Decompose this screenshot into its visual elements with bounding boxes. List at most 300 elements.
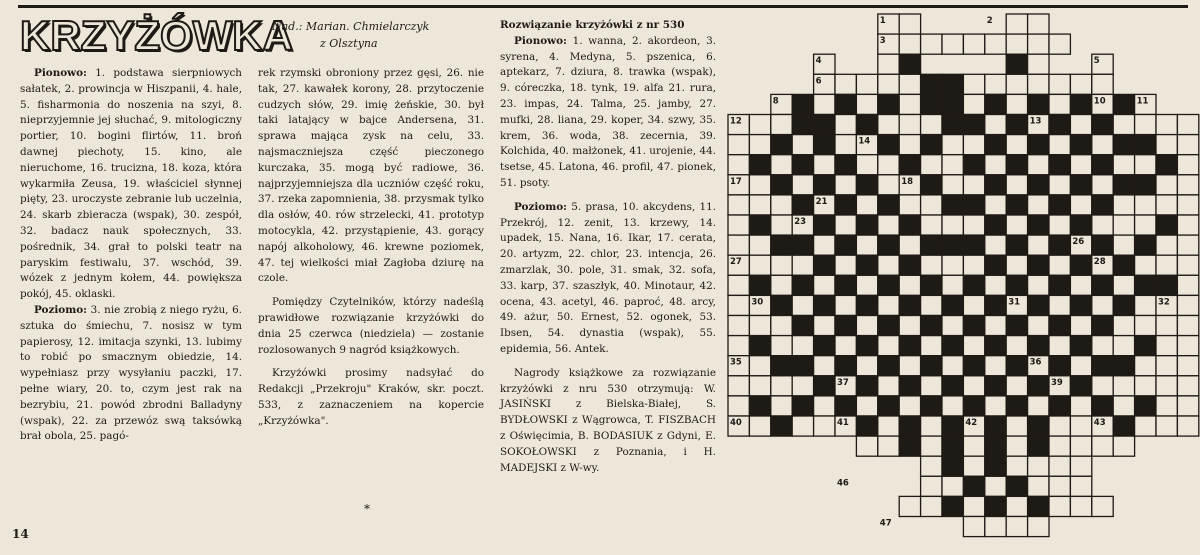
- grid-cell[interactable]: [1028, 155, 1049, 175]
- grid-cell[interactable]: [835, 135, 856, 155]
- grid-cell[interactable]: [1113, 215, 1134, 235]
- grid-cell[interactable]: [1006, 14, 1027, 34]
- grid-cell[interactable]: [1135, 316, 1156, 336]
- grid-cell[interactable]: [899, 14, 920, 34]
- grid-cell[interactable]: [792, 135, 813, 155]
- grid-cell[interactable]: [835, 115, 856, 135]
- grid-cell[interactable]: [899, 94, 920, 114]
- grid-cell[interactable]: [856, 74, 877, 94]
- grid-cell[interactable]: [1113, 376, 1134, 396]
- grid-cell[interactable]: [1135, 115, 1156, 135]
- grid-cell[interactable]: [899, 135, 920, 155]
- grid-cell[interactable]: [963, 255, 984, 275]
- grid-cell[interactable]: [878, 376, 899, 396]
- grid-cell[interactable]: [1156, 135, 1177, 155]
- clue-number: 44: [901, 438, 914, 449]
- grid-cell[interactable]: [1006, 456, 1027, 476]
- clue-number: 25: [794, 237, 807, 248]
- grid-cell[interactable]: [728, 396, 749, 416]
- grid-cell[interactable]: [942, 175, 963, 195]
- grid-cell[interactable]: [771, 336, 792, 356]
- grid-cell[interactable]: [1156, 316, 1177, 336]
- grid-cell[interactable]: [856, 235, 877, 255]
- grid-cell[interactable]: [1135, 416, 1156, 436]
- grid-cell[interactable]: [1070, 496, 1091, 516]
- grid-cell[interactable]: [985, 356, 1006, 376]
- grid-cell[interactable]: [1006, 255, 1027, 275]
- clue-number: 30: [751, 297, 764, 308]
- grid-cell[interactable]: [985, 34, 1006, 54]
- grid-cell[interactable]: [1156, 396, 1177, 416]
- grid-cell[interactable]: [728, 215, 749, 235]
- grid-cell[interactable]: [963, 496, 984, 516]
- grid-cell[interactable]: [814, 416, 835, 436]
- grid-cell[interactable]: [771, 155, 792, 175]
- grid-cell[interactable]: [1177, 295, 1198, 315]
- grid-cell[interactable]: [985, 476, 1006, 496]
- grid-cell[interactable]: [1006, 135, 1027, 155]
- grid-cell[interactable]: [1092, 74, 1113, 94]
- grid-cell[interactable]: [1028, 396, 1049, 416]
- grid-cell[interactable]: [814, 94, 835, 114]
- grid-cell[interactable]: [1177, 235, 1198, 255]
- grid-cell[interactable]: [921, 195, 942, 215]
- grid-block: [1049, 115, 1070, 135]
- grid-cell[interactable]: [985, 115, 1006, 135]
- grid-cell[interactable]: [1028, 14, 1049, 34]
- grid-cell[interactable]: [1028, 476, 1049, 496]
- grid-cell[interactable]: [728, 235, 749, 255]
- grid-block: [1113, 295, 1134, 315]
- grid-cell[interactable]: [1156, 255, 1177, 275]
- grid-block: [835, 316, 856, 336]
- grid-cell[interactable]: [963, 175, 984, 195]
- grid-cell[interactable]: [1049, 215, 1070, 235]
- grid-cell[interactable]: [1028, 74, 1049, 94]
- grid-cell[interactable]: [1135, 295, 1156, 315]
- grid-cell[interactable]: [1028, 275, 1049, 295]
- grid-cell[interactable]: [814, 316, 835, 336]
- grid-cell[interactable]: [1177, 135, 1198, 155]
- clue-number: 41: [837, 418, 849, 428]
- grid-cell[interactable]: [1177, 316, 1198, 336]
- grid-cell[interactable]: [1049, 295, 1070, 315]
- grid-cell[interactable]: [1177, 416, 1198, 436]
- across-label: Poziomo:: [34, 303, 88, 316]
- grid-cell[interactable]: [963, 135, 984, 155]
- grid-cell[interactable]: [1113, 195, 1134, 215]
- clue-number: 39: [1051, 377, 1063, 388]
- grid-cell[interactable]: [963, 94, 984, 114]
- grid-cell[interactable]: [963, 436, 984, 456]
- grid-cell[interactable]: [1028, 517, 1049, 537]
- grid-cell[interactable]: [1028, 34, 1049, 54]
- grid-cell[interactable]: [1070, 74, 1091, 94]
- grid-cell[interactable]: [1049, 34, 1070, 54]
- grid-cell[interactable]: [1006, 74, 1027, 94]
- grid-cell[interactable]: [856, 195, 877, 215]
- grid-cell[interactable]: [1049, 74, 1070, 94]
- grid-cell[interactable]: [792, 416, 813, 436]
- grid-cell[interactable]: [942, 476, 963, 496]
- grid-cell[interactable]: [1006, 215, 1027, 235]
- grid-cell[interactable]: [1006, 94, 1027, 114]
- grid-cell[interactable]: [985, 155, 1006, 175]
- clue-number: 43: [1093, 418, 1106, 428]
- grid-cell[interactable]: [1070, 396, 1091, 416]
- grid-cell[interactable]: [856, 275, 877, 295]
- grid-cell[interactable]: [728, 376, 749, 396]
- grid-cell[interactable]: [1070, 195, 1091, 215]
- grid-cell[interactable]: [1070, 416, 1091, 436]
- grid-cell[interactable]: [1113, 316, 1134, 336]
- grid-block: [814, 376, 835, 396]
- grid-cell[interactable]: [1156, 356, 1177, 376]
- grid-cell[interactable]: [1070, 115, 1091, 135]
- grid-cell[interactable]: [1135, 155, 1156, 175]
- grid-cell[interactable]: [921, 456, 942, 476]
- grid-cell[interactable]: [985, 316, 1006, 336]
- grid-cell[interactable]: [1177, 175, 1198, 195]
- grid-block: [771, 356, 792, 376]
- grid-block: [1028, 175, 1049, 195]
- grid-cell[interactable]: [1049, 496, 1070, 516]
- grid-cell[interactable]: [899, 316, 920, 336]
- grid-cell[interactable]: [749, 235, 770, 255]
- grid-cell[interactable]: [878, 115, 899, 135]
- grid-cell[interactable]: [1049, 135, 1070, 155]
- grid-cell[interactable]: [1113, 155, 1134, 175]
- grid-cell[interactable]: [921, 436, 942, 456]
- grid-block: [985, 295, 1006, 315]
- grid-cell[interactable]: [1049, 336, 1070, 356]
- grid-cell[interactable]: [1135, 195, 1156, 215]
- grid-cell[interactable]: [942, 316, 963, 336]
- grid-cell[interactable]: [771, 255, 792, 275]
- grid-cell[interactable]: [1049, 476, 1070, 496]
- grid-cell[interactable]: [792, 376, 813, 396]
- grid-cell[interactable]: [1070, 436, 1091, 456]
- grid-cell[interactable]: [921, 34, 942, 54]
- solution-down-label: Pionowo:: [514, 34, 567, 47]
- grid-cell[interactable]: [728, 135, 749, 155]
- grid-cell[interactable]: [942, 135, 963, 155]
- grid-cell[interactable]: [942, 255, 963, 275]
- grid-cell[interactable]: [1028, 235, 1049, 255]
- grid-cell[interactable]: [1156, 115, 1177, 135]
- grid-cell[interactable]: [878, 155, 899, 175]
- grid-cell[interactable]: [1156, 376, 1177, 396]
- grid-cell[interactable]: [749, 195, 770, 215]
- grid-cell[interactable]: [771, 115, 792, 135]
- grid-cell[interactable]: [835, 215, 856, 235]
- grid-cell[interactable]: [1070, 275, 1091, 295]
- grid-cell[interactable]: [921, 416, 942, 436]
- grid-cell[interactable]: [749, 255, 770, 275]
- grid-block: [985, 416, 1006, 436]
- clue-number: 27: [730, 257, 742, 268]
- grid-cell[interactable]: [771, 316, 792, 336]
- grid-cell[interactable]: [1006, 376, 1027, 396]
- grid-cell[interactable]: [921, 376, 942, 396]
- grid-cell[interactable]: [963, 295, 984, 315]
- grid-cell[interactable]: [856, 316, 877, 336]
- grid-cell[interactable]: [942, 34, 963, 54]
- grid-cell[interactable]: [899, 356, 920, 376]
- grid-cell[interactable]: [814, 155, 835, 175]
- grid-cell[interactable]: [921, 215, 942, 235]
- grid-cell[interactable]: [835, 295, 856, 315]
- grid-cell[interactable]: [856, 94, 877, 114]
- grid-block: [771, 295, 792, 315]
- grid-cell[interactable]: [899, 496, 920, 516]
- grid-cell[interactable]: [1049, 255, 1070, 275]
- grid-cell[interactable]: [899, 115, 920, 135]
- grid-cell[interactable]: [1135, 356, 1156, 376]
- grid-cell[interactable]: [856, 396, 877, 416]
- grid-cell[interactable]: [1006, 175, 1027, 195]
- grid-cell[interactable]: [921, 115, 942, 135]
- grid-cell[interactable]: [835, 74, 856, 94]
- grid-block: [856, 115, 877, 135]
- grid-cell[interactable]: [1006, 436, 1027, 456]
- grid-cell[interactable]: [878, 175, 899, 195]
- across-clues-part2: rek rzymski obroniony przez gęsi, 26. nie tak, 27. kawałek korony, 28. przytoczenie cudzych słów, 29. imię żeńskie, 30. był taki latający w bajce Andersena, 31. sprawa mająca zysk na celu, 33. najsmaczniejsza część pieczonego kurczaka, 35. mogą być radiowe, 36. najprzyjemniejsza dla uczniów część roku, 37. rzeka zapomnienia, 38. przysmak tylko dla osłów, 40. rów strzelecki, 41. prototyp motocykla, 42. przystąpienie, 43. gorący napój alkoholowy, 46. krewne poziomek, 47. tej wielkości miał Zagłoba dziurę na czole.: [258, 67, 484, 285]
- grid-block: [835, 235, 856, 255]
- grid-cell[interactable]: [878, 416, 899, 436]
- grid-cell[interactable]: [1006, 496, 1027, 516]
- grid-cell[interactable]: [728, 275, 749, 295]
- grid-cell[interactable]: [728, 295, 749, 315]
- grid-cell[interactable]: [963, 376, 984, 396]
- grid-block: [749, 396, 770, 416]
- grid-cell[interactable]: [856, 155, 877, 175]
- clue-number: 24: [1072, 217, 1085, 227]
- grid-cell[interactable]: [963, 456, 984, 476]
- grid-cell[interactable]: [963, 74, 984, 94]
- grid-cell[interactable]: [1156, 336, 1177, 356]
- grid-cell[interactable]: [1070, 316, 1091, 336]
- grid-cell[interactable]: [985, 517, 1006, 537]
- grid-cell[interactable]: [792, 336, 813, 356]
- clue-number: 37: [837, 377, 849, 388]
- grid-cell[interactable]: [835, 255, 856, 275]
- grid-cell[interactable]: [1177, 396, 1198, 416]
- grid-cell[interactable]: [1156, 416, 1177, 436]
- grid-cell[interactable]: [1028, 195, 1049, 215]
- grid-cell[interactable]: [878, 54, 899, 74]
- grid-cell[interactable]: [1177, 195, 1198, 215]
- grid-block: [1028, 295, 1049, 315]
- grid-cell[interactable]: [1028, 54, 1049, 74]
- grid-cell[interactable]: [942, 356, 963, 376]
- clue-number: 32: [1158, 297, 1170, 308]
- grid-cell[interactable]: [749, 175, 770, 195]
- grid-cell[interactable]: [1092, 295, 1113, 315]
- grid-cell[interactable]: [749, 135, 770, 155]
- grid-cell[interactable]: [1135, 215, 1156, 235]
- grid-cell[interactable]: [921, 295, 942, 315]
- grid-cell[interactable]: [728, 316, 749, 336]
- grid-cell[interactable]: [792, 255, 813, 275]
- clue-number: 1: [879, 16, 886, 26]
- clue-number: 8: [772, 96, 779, 107]
- grid-cell[interactable]: [771, 275, 792, 295]
- grid-cell[interactable]: [899, 74, 920, 94]
- grid-cell[interactable]: [899, 34, 920, 54]
- grid-block: [1135, 235, 1156, 255]
- grid-cell[interactable]: [1135, 255, 1156, 275]
- grid-cell[interactable]: [835, 175, 856, 195]
- grid-cell[interactable]: [1156, 175, 1177, 195]
- grid-cell[interactable]: [1070, 476, 1091, 496]
- grid-cell[interactable]: [942, 396, 963, 416]
- grid-block: [985, 255, 1006, 275]
- grid-cell[interactable]: [963, 336, 984, 356]
- solution-across-text: 5. prasa, 10. akcydens, 11. Przekrój, 12. zenit, 13. krzewy, 14. upadek, 15. Nana, 16. Ikar, 17. cerata, 20. artyzm, 22. chlor, 23. intencja, 26. zmarzlak, 30. pole, 31. smak, 32. sofa, 33. karp, 37. szaszłyk, 40. Minotaur, 42. ocena, 43. acetyl, 46. paproć, 48. arcy, 49. ażur, 50. Ernest, 52. ogonek, 53. Ibsen, 54. dynastia (wspak), 55. epidemia, 56. Antek.: [500, 200, 716, 355]
- grid-cell[interactable]: [749, 416, 770, 436]
- grid-block: [1028, 336, 1049, 356]
- grid-cell[interactable]: [942, 215, 963, 235]
- grid-cell[interactable]: [1070, 356, 1091, 376]
- grid-cell[interactable]: [985, 275, 1006, 295]
- grid-cell[interactable]: [921, 155, 942, 175]
- grid-cell[interactable]: [856, 436, 877, 456]
- grid-cell[interactable]: [1049, 436, 1070, 456]
- grid-cell[interactable]: [1177, 336, 1198, 356]
- grid-block: [1113, 135, 1134, 155]
- grid-cell[interactable]: [1092, 135, 1113, 155]
- grid-block: [771, 135, 792, 155]
- grid-cell[interactable]: [728, 195, 749, 215]
- clue-number: 40: [730, 418, 742, 428]
- grid-cell[interactable]: [1092, 436, 1113, 456]
- grid-cell[interactable]: [771, 376, 792, 396]
- grid-block: [856, 255, 877, 275]
- grid-cell[interactable]: [1113, 115, 1134, 135]
- grid-cell[interactable]: [1006, 416, 1027, 436]
- grid-cell[interactable]: [1177, 115, 1198, 135]
- grid-cell[interactable]: [1113, 396, 1134, 416]
- grid-cell[interactable]: [878, 74, 899, 94]
- grid-cell[interactable]: [1113, 235, 1134, 255]
- grid-cell[interactable]: [771, 195, 792, 215]
- grid-cell[interactable]: [878, 215, 899, 235]
- grid-cell[interactable]: [1028, 316, 1049, 336]
- grid-cell[interactable]: [878, 255, 899, 275]
- grid-cell[interactable]: [1028, 456, 1049, 476]
- grid-cell[interactable]: [1113, 275, 1134, 295]
- grid-cell[interactable]: [963, 34, 984, 54]
- grid-cell[interactable]: [771, 215, 792, 235]
- grid-cell[interactable]: [878, 336, 899, 356]
- grid-cell[interactable]: [1092, 175, 1113, 195]
- grid-cell[interactable]: [878, 295, 899, 315]
- grid-cell[interactable]: [814, 275, 835, 295]
- grid-block: [942, 295, 963, 315]
- grid-cell[interactable]: [942, 155, 963, 175]
- grid-block: [1113, 416, 1134, 436]
- grid-cell[interactable]: [1070, 155, 1091, 175]
- grid-cell[interactable]: [1156, 235, 1177, 255]
- grid-block: [1028, 94, 1049, 114]
- grid-cell[interactable]: [921, 255, 942, 275]
- grid-cell[interactable]: [1177, 155, 1198, 175]
- grid-cell[interactable]: [1113, 336, 1134, 356]
- page-title: KRZYŻÓWKA: [20, 12, 293, 59]
- grid-block: [749, 275, 770, 295]
- grid-cell[interactable]: [899, 235, 920, 255]
- grid-cell[interactable]: [1156, 195, 1177, 215]
- grid-cell[interactable]: [749, 376, 770, 396]
- grid-cell[interactable]: [1006, 34, 1027, 54]
- clue-number: 16: [1051, 156, 1063, 167]
- grid-cell[interactable]: [814, 356, 835, 376]
- grid-cell[interactable]: [1177, 255, 1198, 275]
- grid-cell[interactable]: [814, 396, 835, 416]
- grid-cell[interactable]: [1049, 94, 1070, 114]
- grid-cell[interactable]: [899, 275, 920, 295]
- grid-cell[interactable]: [921, 496, 942, 516]
- grid-cell[interactable]: [1177, 275, 1198, 295]
- grid-cell[interactable]: [1092, 376, 1113, 396]
- grid-cell[interactable]: [921, 476, 942, 496]
- grid-cell[interactable]: [728, 336, 749, 356]
- grid-cell[interactable]: [1177, 376, 1198, 396]
- grid-block: [1113, 94, 1134, 114]
- grid-cell[interactable]: [899, 396, 920, 416]
- grid-block: [1070, 255, 1091, 275]
- grid-cell[interactable]: [985, 235, 1006, 255]
- grid-cell[interactable]: [792, 295, 813, 315]
- grid-cell[interactable]: [749, 115, 770, 135]
- grid-cell[interactable]: [728, 155, 749, 175]
- grid-cell[interactable]: [1049, 456, 1070, 476]
- grid-cell[interactable]: [985, 195, 1006, 215]
- grid-cell[interactable]: [921, 336, 942, 356]
- grid-cell[interactable]: [878, 436, 899, 456]
- grid-block: [856, 416, 877, 436]
- grid-cell[interactable]: [749, 316, 770, 336]
- grid-cell[interactable]: [1092, 336, 1113, 356]
- grid-cell[interactable]: [1049, 416, 1070, 436]
- grid-cell[interactable]: [771, 396, 792, 416]
- grid-cell[interactable]: [963, 517, 984, 537]
- grid-block: [835, 356, 856, 376]
- grid-cell[interactable]: [814, 235, 835, 255]
- grid-cell[interactable]: [1049, 175, 1070, 195]
- grid-cell[interactable]: [1177, 356, 1198, 376]
- grid-cell[interactable]: [1113, 436, 1134, 456]
- grid-cell[interactable]: [856, 356, 877, 376]
- grid-cell[interactable]: [1006, 336, 1027, 356]
- grid-cell[interactable]: [963, 215, 984, 235]
- grid-cell[interactable]: [1135, 376, 1156, 396]
- grid-cell[interactable]: [1092, 215, 1113, 235]
- grid-cell[interactable]: [749, 356, 770, 376]
- grid-cell[interactable]: [792, 175, 813, 195]
- grid-cell[interactable]: [899, 195, 920, 215]
- grid-cell[interactable]: [1070, 456, 1091, 476]
- grid-cell[interactable]: [985, 74, 1006, 94]
- grid-cell[interactable]: [985, 396, 1006, 416]
- grid-cell[interactable]: [942, 275, 963, 295]
- grid-cell[interactable]: [1006, 517, 1027, 537]
- grid-block: [921, 94, 942, 114]
- grid-cell[interactable]: [1092, 496, 1113, 516]
- grid-cell[interactable]: [1177, 215, 1198, 235]
- grid-cell[interactable]: [835, 336, 856, 356]
